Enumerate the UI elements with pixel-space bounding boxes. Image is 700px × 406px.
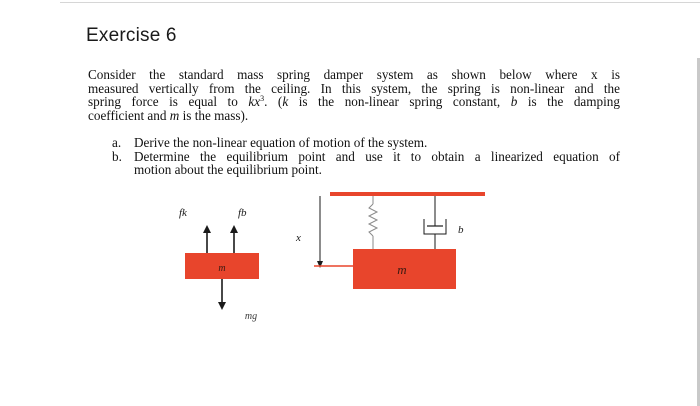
math-m: m [169, 107, 180, 123]
free-body-diagram [179, 207, 259, 322]
spring-element [369, 196, 377, 249]
task-marker: b. [112, 148, 122, 164]
text-run: coefficient and [88, 107, 170, 123]
weight-label: mg [244, 311, 258, 322]
ceiling-bar [330, 192, 485, 196]
spring-force-label: fk [179, 207, 187, 219]
displacement-label: x [296, 232, 301, 244]
math-b: b [510, 94, 518, 110]
free-body-mass-label: m [218, 263, 226, 274]
paragraph-line-2: measured vertically from the ceiling. In this system, the spring is non-linear and the [88, 80, 620, 96]
mass-label: m [397, 262, 407, 277]
math-exponent: 3 [260, 94, 265, 104]
spring-force-arrow [203, 225, 211, 253]
damping-force-arrow [230, 225, 238, 253]
math-k: k [282, 94, 289, 110]
task-text: Determine the equilibrium point and use it to obtain a linearized equation of [134, 148, 620, 164]
paragraph-line-1: Consider the standard mass spring damper system as shown below where x is [88, 67, 620, 82]
damper-element [424, 196, 446, 249]
math-kx: kx [248, 94, 261, 110]
task-text: Derive the non-linear equation of motion of the system. [134, 135, 428, 150]
weight-arrow [218, 279, 226, 310]
damping-force-label: fb [238, 207, 247, 219]
task-marker: a. [112, 135, 122, 150]
text-run: is the damping [517, 94, 620, 110]
text-run: . ( [264, 94, 283, 110]
exercise-title: Exercise 6 [86, 25, 177, 46]
displacement-arrow [314, 196, 353, 268]
text-run: spring force is equal to [88, 94, 249, 110]
text-run: is the non-linear spring constant, [288, 94, 511, 110]
text-run: is the mass). [179, 107, 249, 123]
system-schematic [295, 192, 485, 289]
task-text-continued: motion about the equilibrium point. [134, 162, 322, 178]
damping-coefficient-label: b [458, 224, 464, 236]
